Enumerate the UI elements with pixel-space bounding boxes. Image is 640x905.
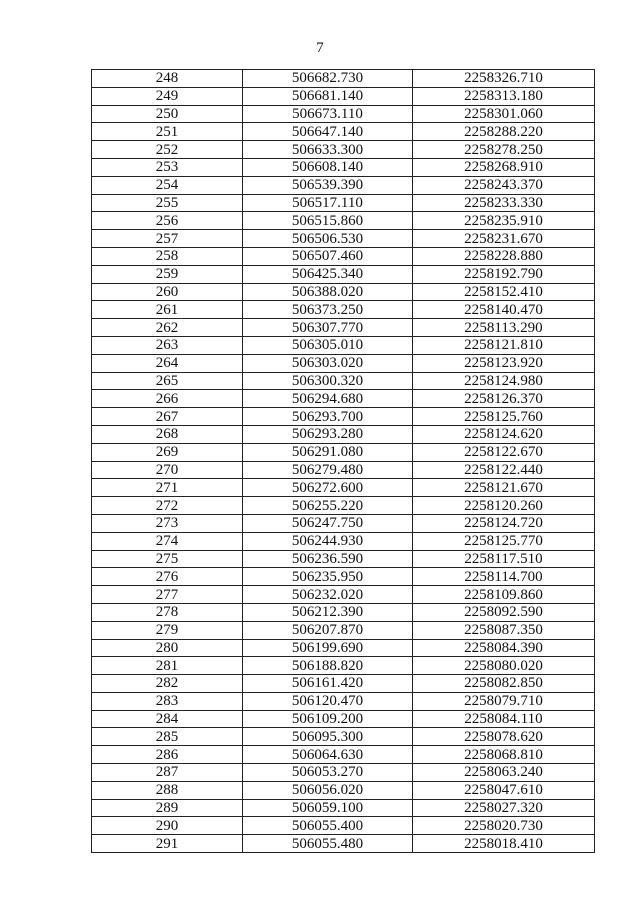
point-number-cell: 265 <box>92 372 243 390</box>
x-coordinate-cell: 506300.320 <box>243 372 413 390</box>
point-number-cell: 285 <box>92 728 243 746</box>
y-coordinate-cell: 2258047.610 <box>413 781 595 799</box>
table-row <box>92 408 595 426</box>
point-number-cell: 266 <box>92 390 243 408</box>
table-row <box>92 158 595 176</box>
point-number-cell: 251 <box>92 123 243 141</box>
y-coordinate-cell: 2258192.790 <box>413 265 595 283</box>
point-number-cell: 278 <box>92 603 243 621</box>
y-coordinate-cell: 2258117.510 <box>413 550 595 568</box>
y-coordinate-cell: 2258123.920 <box>413 354 595 372</box>
x-coordinate-cell: 506608.140 <box>243 158 413 176</box>
x-coordinate-cell: 506199.690 <box>243 639 413 657</box>
x-coordinate-cell: 506244.930 <box>243 532 413 550</box>
table-row <box>92 212 595 230</box>
table-row <box>92 692 595 710</box>
table-row <box>92 835 595 853</box>
x-coordinate-cell: 506539.390 <box>243 176 413 194</box>
table-row <box>92 764 595 782</box>
y-coordinate-cell: 2258233.330 <box>413 194 595 212</box>
y-coordinate-cell: 2258313.180 <box>413 87 595 105</box>
point-number-cell: 256 <box>92 212 243 230</box>
table-row <box>92 336 595 354</box>
table-row <box>92 194 595 212</box>
y-coordinate-cell: 2258125.770 <box>413 532 595 550</box>
x-coordinate-cell: 506307.770 <box>243 319 413 337</box>
point-number-cell: 282 <box>92 675 243 693</box>
point-number-cell: 279 <box>92 621 243 639</box>
x-coordinate-cell: 506303.020 <box>243 354 413 372</box>
x-coordinate-cell: 506506.530 <box>243 230 413 248</box>
table-row <box>92 532 595 550</box>
y-coordinate-cell: 2258084.110 <box>413 710 595 728</box>
table-row <box>92 372 595 390</box>
point-number-cell: 261 <box>92 301 243 319</box>
table-row <box>92 105 595 123</box>
x-coordinate-cell: 506515.860 <box>243 212 413 230</box>
table-row <box>92 817 595 835</box>
y-coordinate-cell: 2258063.240 <box>413 764 595 782</box>
table-row <box>92 479 595 497</box>
y-coordinate-cell: 2258084.390 <box>413 639 595 657</box>
table-row <box>92 675 595 693</box>
point-number-cell: 280 <box>92 639 243 657</box>
table-row <box>92 443 595 461</box>
y-coordinate-cell: 2258018.410 <box>413 835 595 853</box>
table-row <box>92 781 595 799</box>
x-coordinate-cell: 506293.700 <box>243 408 413 426</box>
y-coordinate-cell: 2258288.220 <box>413 123 595 141</box>
x-coordinate-cell: 506207.870 <box>243 621 413 639</box>
y-coordinate-cell: 2258080.020 <box>413 657 595 675</box>
coordinates-table <box>91 69 595 853</box>
point-number-cell: 263 <box>92 336 243 354</box>
page-number: 7 <box>316 40 324 56</box>
point-number-cell: 286 <box>92 746 243 764</box>
point-number-cell: 290 <box>92 817 243 835</box>
x-coordinate-cell: 506388.020 <box>243 283 413 301</box>
point-number-cell: 270 <box>92 461 243 479</box>
y-coordinate-cell: 2258121.670 <box>413 479 595 497</box>
table-row <box>92 176 595 194</box>
table-row <box>92 283 595 301</box>
point-number-cell: 259 <box>92 265 243 283</box>
y-coordinate-cell: 2258082.850 <box>413 675 595 693</box>
x-coordinate-cell: 506235.950 <box>243 568 413 586</box>
y-coordinate-cell: 2258140.470 <box>413 301 595 319</box>
y-coordinate-cell: 2258113.290 <box>413 319 595 337</box>
x-coordinate-cell: 506279.480 <box>243 461 413 479</box>
x-coordinate-cell: 506425.340 <box>243 265 413 283</box>
y-coordinate-cell: 2258126.370 <box>413 390 595 408</box>
point-number-cell: 274 <box>92 532 243 550</box>
y-coordinate-cell: 2258124.980 <box>413 372 595 390</box>
point-number-cell: 250 <box>92 105 243 123</box>
x-coordinate-cell: 506291.080 <box>243 443 413 461</box>
x-coordinate-cell: 506232.020 <box>243 586 413 604</box>
point-number-cell: 253 <box>92 158 243 176</box>
x-coordinate-cell: 506120.470 <box>243 692 413 710</box>
x-coordinate-cell: 506305.010 <box>243 336 413 354</box>
y-coordinate-cell: 2258243.370 <box>413 176 595 194</box>
x-coordinate-cell: 506188.820 <box>243 657 413 675</box>
point-number-cell: 272 <box>92 497 243 515</box>
table-row <box>92 514 595 532</box>
x-coordinate-cell: 506053.270 <box>243 764 413 782</box>
y-coordinate-cell: 2258078.620 <box>413 728 595 746</box>
x-coordinate-cell: 506294.680 <box>243 390 413 408</box>
x-coordinate-cell: 506109.200 <box>243 710 413 728</box>
point-number-cell: 258 <box>92 247 243 265</box>
table-row <box>92 799 595 817</box>
point-number-cell: 287 <box>92 764 243 782</box>
point-number-cell: 289 <box>92 799 243 817</box>
y-coordinate-cell: 2258231.670 <box>413 230 595 248</box>
y-coordinate-cell: 2258122.670 <box>413 443 595 461</box>
point-number-cell: 277 <box>92 586 243 604</box>
point-number-cell: 288 <box>92 781 243 799</box>
x-coordinate-cell: 506293.280 <box>243 425 413 443</box>
y-coordinate-cell: 2258109.860 <box>413 586 595 604</box>
y-coordinate-cell: 2258120.260 <box>413 497 595 515</box>
x-coordinate-cell: 506673.110 <box>243 105 413 123</box>
point-number-cell: 267 <box>92 408 243 426</box>
table-row <box>92 70 595 88</box>
point-number-cell: 284 <box>92 710 243 728</box>
y-coordinate-cell: 2258020.730 <box>413 817 595 835</box>
table-row <box>92 390 595 408</box>
point-number-cell: 275 <box>92 550 243 568</box>
y-coordinate-cell: 2258124.620 <box>413 425 595 443</box>
y-coordinate-cell: 2258068.810 <box>413 746 595 764</box>
x-coordinate-cell: 506095.300 <box>243 728 413 746</box>
x-coordinate-cell: 506247.750 <box>243 514 413 532</box>
y-coordinate-cell: 2258092.590 <box>413 603 595 621</box>
table-row <box>92 550 595 568</box>
y-coordinate-cell: 2258079.710 <box>413 692 595 710</box>
table-row <box>92 87 595 105</box>
table-row <box>92 354 595 372</box>
table-row <box>92 301 595 319</box>
table-row <box>92 621 595 639</box>
x-coordinate-cell: 506212.390 <box>243 603 413 621</box>
x-coordinate-cell: 506056.020 <box>243 781 413 799</box>
x-coordinate-cell: 506517.110 <box>243 194 413 212</box>
y-coordinate-cell: 2258268.910 <box>413 158 595 176</box>
point-number-cell: 260 <box>92 283 243 301</box>
table-row <box>92 247 595 265</box>
point-number-cell: 249 <box>92 87 243 105</box>
table-row <box>92 728 595 746</box>
x-coordinate-cell: 506161.420 <box>243 675 413 693</box>
y-coordinate-cell: 2258228.880 <box>413 247 595 265</box>
table-row <box>92 425 595 443</box>
y-coordinate-cell: 2258122.440 <box>413 461 595 479</box>
x-coordinate-cell: 506373.250 <box>243 301 413 319</box>
table-row <box>92 141 595 159</box>
point-number-cell: 271 <box>92 479 243 497</box>
table-row <box>92 461 595 479</box>
y-coordinate-cell: 2258326.710 <box>413 70 595 88</box>
y-coordinate-cell: 2258114.700 <box>413 568 595 586</box>
table-row <box>92 568 595 586</box>
point-number-cell: 268 <box>92 425 243 443</box>
x-coordinate-cell: 506682.730 <box>243 70 413 88</box>
y-coordinate-cell: 2258125.760 <box>413 408 595 426</box>
point-number-cell: 264 <box>92 354 243 372</box>
point-number-cell: 269 <box>92 443 243 461</box>
point-number-cell: 255 <box>92 194 243 212</box>
coordinates-table-body <box>92 70 595 853</box>
x-coordinate-cell: 506507.460 <box>243 247 413 265</box>
y-coordinate-cell: 2258124.720 <box>413 514 595 532</box>
x-coordinate-cell: 506272.600 <box>243 479 413 497</box>
table-row <box>92 639 595 657</box>
point-number-cell: 254 <box>92 176 243 194</box>
table-row <box>92 123 595 141</box>
point-number-cell: 248 <box>92 70 243 88</box>
table-row <box>92 657 595 675</box>
table-row <box>92 319 595 337</box>
y-coordinate-cell: 2258121.810 <box>413 336 595 354</box>
y-coordinate-cell: 2258087.350 <box>413 621 595 639</box>
y-coordinate-cell: 2258027.320 <box>413 799 595 817</box>
x-coordinate-cell: 506059.100 <box>243 799 413 817</box>
x-coordinate-cell: 506255.220 <box>243 497 413 515</box>
x-coordinate-cell: 506647.140 <box>243 123 413 141</box>
point-number-cell: 252 <box>92 141 243 159</box>
x-coordinate-cell: 506055.400 <box>243 817 413 835</box>
y-coordinate-cell: 2258152.410 <box>413 283 595 301</box>
point-number-cell: 283 <box>92 692 243 710</box>
table-row <box>92 586 595 604</box>
x-coordinate-cell: 506633.300 <box>243 141 413 159</box>
x-coordinate-cell: 506064.630 <box>243 746 413 764</box>
x-coordinate-cell: 506055.480 <box>243 835 413 853</box>
table-row <box>92 746 595 764</box>
point-number-cell: 257 <box>92 230 243 248</box>
point-number-cell: 291 <box>92 835 243 853</box>
table-row <box>92 497 595 515</box>
point-number-cell: 262 <box>92 319 243 337</box>
x-coordinate-cell: 506236.590 <box>243 550 413 568</box>
table-row <box>92 230 595 248</box>
y-coordinate-cell: 2258301.060 <box>413 105 595 123</box>
table-row <box>92 265 595 283</box>
point-number-cell: 276 <box>92 568 243 586</box>
x-coordinate-cell: 506681.140 <box>243 87 413 105</box>
point-number-cell: 281 <box>92 657 243 675</box>
y-coordinate-cell: 2258235.910 <box>413 212 595 230</box>
point-number-cell: 273 <box>92 514 243 532</box>
table-row <box>92 710 595 728</box>
table-row <box>92 603 595 621</box>
y-coordinate-cell: 2258278.250 <box>413 141 595 159</box>
